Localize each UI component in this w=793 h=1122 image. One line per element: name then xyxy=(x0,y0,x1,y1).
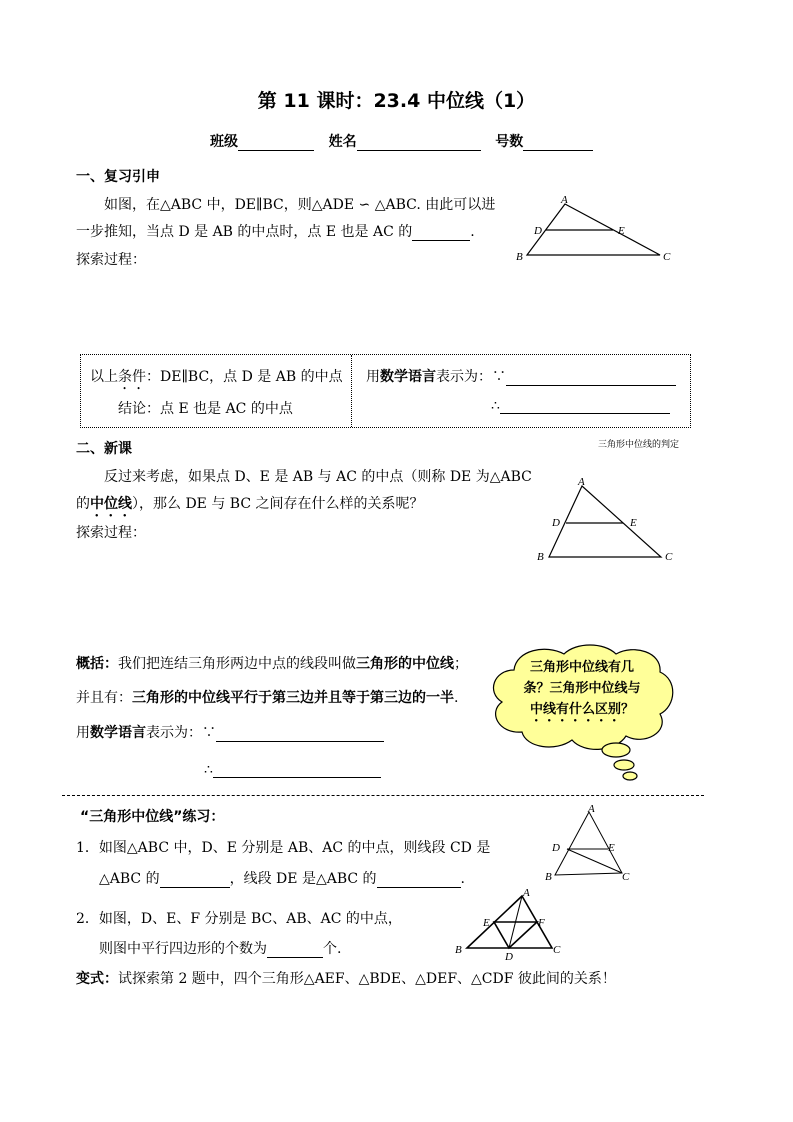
question-2-line1: 2．如图，D、E、F 分别是 BC、AB、AC 的中点， xyxy=(76,911,402,927)
variant-text: 试探索第 2 题中，四个三角形△AEF、△BDE、△DEF、△CDF 彼此间的关系！ xyxy=(118,971,616,987)
math-lang-bold: 数学语言 xyxy=(90,725,146,741)
label-c: C xyxy=(553,944,561,956)
q2-end: 个. xyxy=(323,941,342,957)
triangle-abc xyxy=(549,486,661,557)
section2-p2a: 的 xyxy=(76,496,90,512)
condition-rest: ：DE∥BC，点 D 是 AB 的中点 xyxy=(146,369,343,385)
label-a: A xyxy=(561,194,568,206)
exercise-heading: “三角形中位线”练习： xyxy=(80,809,225,825)
section2-paragraph-line1: 反过来考虑，如果点 D、E 是 AB 与 AC 的中点（则称 DE 为△ABC xyxy=(104,469,532,485)
box-math-language xyxy=(366,366,676,386)
summary-line2-prefix: 并且有： xyxy=(76,690,132,706)
summary-therefore-blank[interactable] xyxy=(213,762,381,778)
section1-explore-label: 探索过程： xyxy=(76,252,146,268)
summary-therefore xyxy=(204,762,381,778)
condition-prefix: 以上 xyxy=(90,369,118,385)
therefore-symbol: ∴ xyxy=(491,398,500,414)
summary-line2 xyxy=(76,687,458,707)
math-lang-prefix: 用 xyxy=(366,369,380,385)
dashed-separator xyxy=(62,795,704,796)
q1-blank-1[interactable] xyxy=(160,872,230,888)
triangle-figure-2 xyxy=(535,473,680,568)
section2-p2c: ），那么 DE 与 BC 之间存在什么样的关系呢？ xyxy=(132,496,424,512)
label-b: B xyxy=(516,251,523,263)
box-therefore xyxy=(491,398,670,414)
summary-term: 三角形的中位线 xyxy=(356,656,454,672)
triangle-figure-1 xyxy=(512,192,682,264)
cloud-text xyxy=(512,657,652,725)
section1-p2-text: 一步推知，当点 D 是 AB 的中点时，点 E 也是 AC 的 xyxy=(76,224,413,240)
therefore-blank[interactable] xyxy=(500,398,670,414)
label-b: B xyxy=(455,944,462,956)
name-label: 姓名 xyxy=(328,134,357,150)
label-b: B xyxy=(537,551,544,563)
label-e: E xyxy=(483,917,490,929)
label-c: C xyxy=(665,551,673,563)
label-a: A xyxy=(588,803,595,815)
label-a: A xyxy=(578,476,585,488)
summary-text1-end: ； xyxy=(454,656,468,672)
question-2-line2 xyxy=(99,938,341,958)
q2-blank[interactable] xyxy=(267,942,323,958)
math-lang-suffix: 表示为：∵ xyxy=(146,725,216,741)
condition-emphasis: 条件 xyxy=(118,369,146,385)
class-label: 班级 xyxy=(210,134,238,150)
conclusion-text: 结论：点 E 也是 AC 的中点 xyxy=(118,401,293,417)
q1-prefix: △ABC 的 xyxy=(99,871,160,887)
condition-box xyxy=(80,354,691,428)
variant-label: 变式： xyxy=(76,971,118,987)
section2-paragraph-line2 xyxy=(76,493,424,520)
label-a: A xyxy=(523,887,530,899)
cloud-bubble-2 xyxy=(614,760,634,770)
label-e: E xyxy=(618,225,625,237)
midline-term: 中位线 xyxy=(90,496,132,512)
math-lang-bold: 数学语言 xyxy=(380,369,436,385)
summary-text1: 我们把连结三角形两边中点的线段叫做 xyxy=(118,656,356,672)
cloud-bubble-1 xyxy=(602,743,630,757)
q2-prefix: 则图中平行四边形的个数为 xyxy=(99,941,267,957)
page-title: 第 11 课时：23.4 中位线（1） xyxy=(257,90,536,112)
label-e: E xyxy=(630,517,637,529)
label-d: D xyxy=(552,517,560,529)
cloud-line2: 条？三角形中位线与 xyxy=(523,681,641,696)
condition-text xyxy=(90,366,343,393)
question-1-line2 xyxy=(99,868,465,888)
label-d: D xyxy=(534,225,542,237)
question-1-line1: 1．如图△ABC 中，D、E 分别是 AB、AC 的中点，则线段 CD 是 xyxy=(76,840,491,856)
because-blank[interactable] xyxy=(506,370,676,386)
triangle-figure-4 xyxy=(452,886,567,964)
triangle-figure-3 xyxy=(542,803,637,885)
variant-line xyxy=(76,968,616,988)
section1-paragraph-line1: 如图，在△ABC 中，DE∥BC，则△ADE ∽ △ABC. 由此可以进 xyxy=(104,197,496,213)
number-label: 号数 xyxy=(495,134,524,150)
cloud-bubble-3 xyxy=(623,772,637,780)
section2-heading: 二、新课 xyxy=(76,441,132,457)
label-d: D xyxy=(505,951,513,963)
name-field[interactable] xyxy=(357,135,481,151)
section1-p2-end: . xyxy=(470,224,475,240)
class-field[interactable] xyxy=(238,135,314,151)
number-field[interactable] xyxy=(523,135,593,151)
cloud-line1: 三角形中位线有几 xyxy=(529,660,634,675)
label-d: D xyxy=(552,842,560,854)
label-c: C xyxy=(622,871,630,883)
midline-theorem: 三角形的中位线平行于第三边并且等于第三边的一半 xyxy=(132,690,454,706)
summary-line1 xyxy=(76,653,468,673)
section2-explore-label: 探索过程： xyxy=(76,525,146,541)
box-divider xyxy=(351,355,352,427)
summary-line2-end: . xyxy=(454,690,459,706)
section1-heading: 一、复习引申 xyxy=(76,169,160,185)
q1-blank-2[interactable] xyxy=(377,872,461,888)
summary-because-blank[interactable] xyxy=(216,726,384,742)
label-b: B xyxy=(545,871,552,883)
math-lang-prefix: 用 xyxy=(76,725,90,741)
label-e: E xyxy=(608,842,615,854)
label-c: C xyxy=(663,251,671,263)
cloud-line3: 中线有什么区别？ xyxy=(529,702,634,717)
therefore-symbol: ∴ xyxy=(204,762,213,778)
q1-middle: ，线段 DE 是△ABC 的 xyxy=(229,871,377,887)
q1-end: . xyxy=(460,871,465,887)
section1-paragraph-line2 xyxy=(76,221,475,241)
answer-blank-1[interactable] xyxy=(412,225,470,241)
triangle-def xyxy=(494,922,537,948)
header-row xyxy=(210,131,593,151)
math-lang-suffix: 表示为：∵ xyxy=(436,369,506,385)
section2-note: 三角形中位线的判定 xyxy=(598,440,680,450)
label-f: F xyxy=(538,917,545,929)
summary-math-language xyxy=(76,722,384,742)
summary-label: 概括： xyxy=(76,656,118,672)
